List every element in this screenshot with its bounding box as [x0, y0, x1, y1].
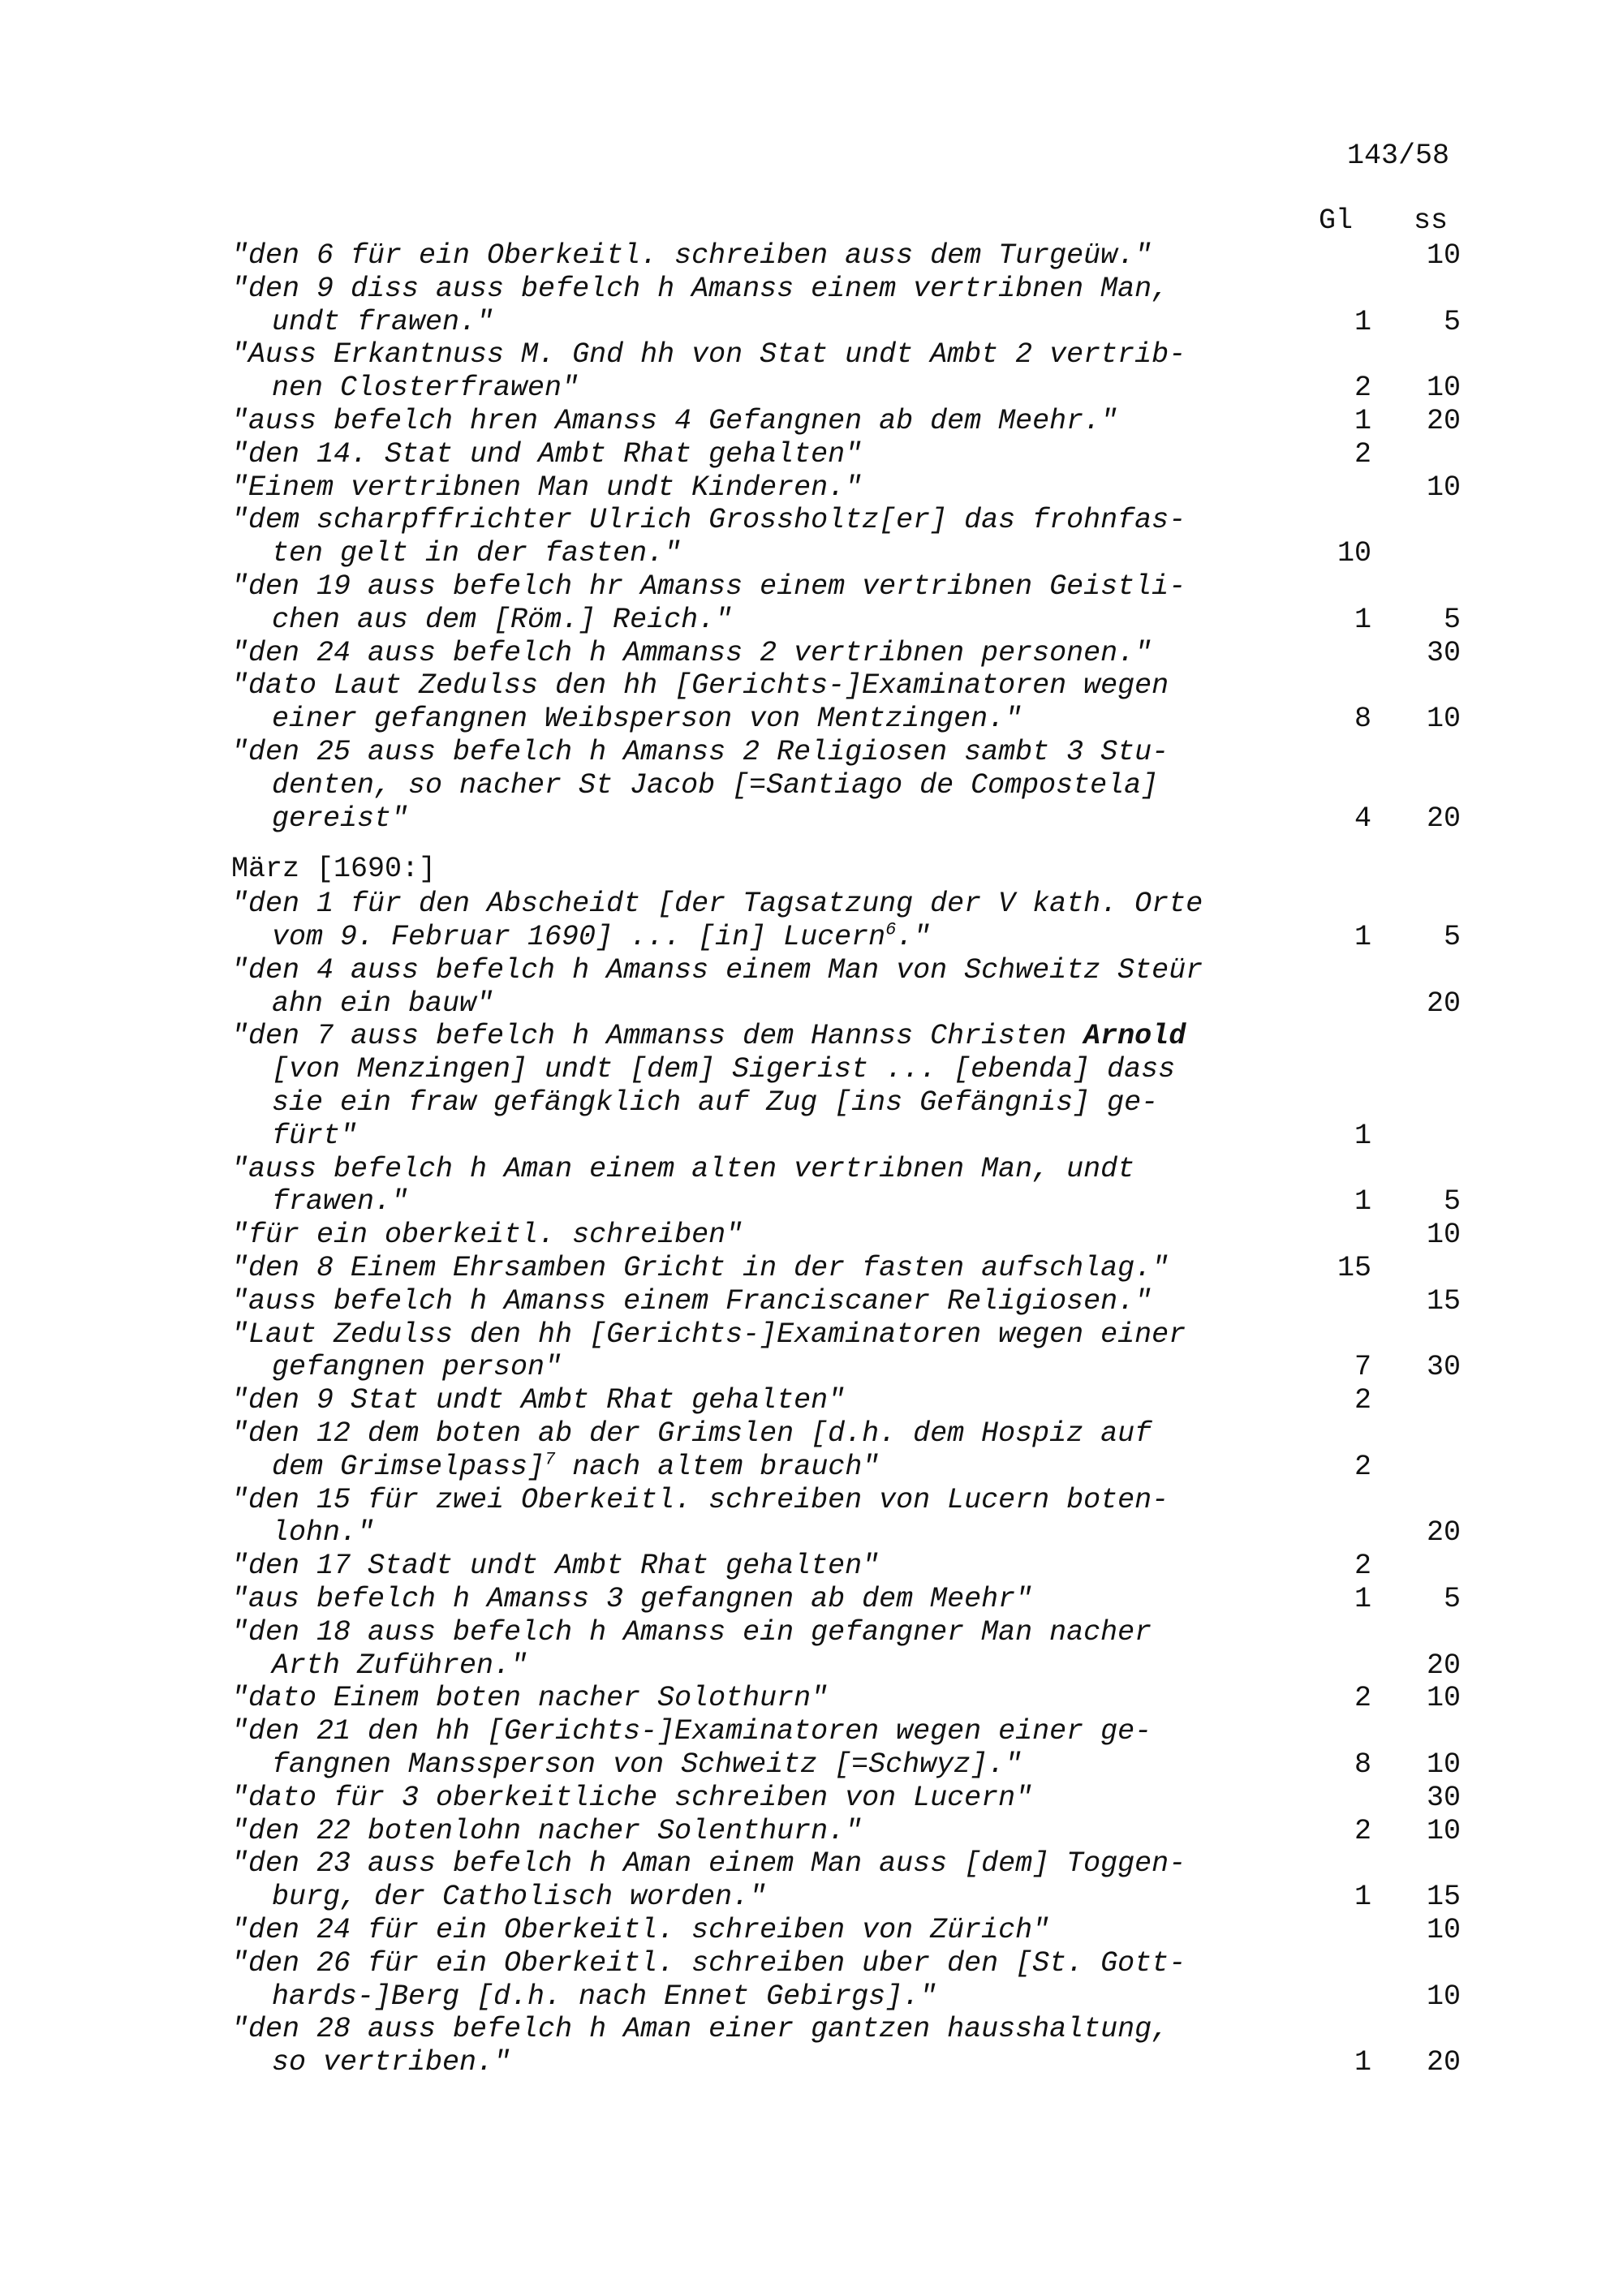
amount-schilling: 10 [1426, 471, 1461, 504]
amount-gulden: 1 [1354, 305, 1371, 338]
amount-schilling: 20 [1426, 1649, 1461, 1682]
entry-line: "dato Einem boten nacher Solothurn" [231, 1682, 829, 1715]
entry-line: einer gefangnen Weibsperson von Mentzingen." [272, 703, 1022, 736]
amount-schilling: 5 [1443, 921, 1461, 953]
entry-line: frawen." [272, 1185, 409, 1219]
name-highlight: Arnold [1083, 1020, 1186, 1053]
entry-text: dem Grimselpass] [272, 1450, 545, 1483]
amount-gulden: 10 [1337, 537, 1371, 570]
entry-line: "den 18 auss befelch h Amanss ein gefangner Man nacher [231, 1615, 1152, 1649]
entry-line: fangnen Manssperson von Schweitz [=Schwyz]." [272, 1748, 1022, 1781]
entry-line: "den 24 auss befelch h Ammanss 2 vertribnen personen." [231, 636, 1152, 669]
amount-gulden: 1 [1354, 1185, 1371, 1219]
entry-line: hards-]Berg [d.h. nach Ennet Gebirgs]." [272, 1980, 937, 2013]
entry-line: Arth Zuführen." [272, 1649, 528, 1682]
footnote-mark: 7 [545, 1449, 556, 1470]
entry-line: fürt" [272, 1119, 358, 1152]
amount-schilling: 10 [1426, 1980, 1461, 2013]
entry-line: "dato für 3 oberkeitliche schreiben von Lucern" [231, 1781, 1033, 1814]
entry-line: lohn." [272, 1516, 375, 1550]
amount-gulden: 1 [1354, 1881, 1371, 1914]
amount-schilling: 10 [1426, 372, 1461, 405]
entry-text: ." [896, 921, 931, 953]
entry-text: "den 7 auss befelch h Ammanss dem Hannss Christen [231, 1020, 1084, 1053]
entry-line [231, 1020, 1367, 1052]
entry-line: "dem scharpffrichter Ulrich Grossholtz[er] das frohnfas- [231, 504, 1186, 537]
column-header-schilling: ss [1414, 204, 1449, 237]
entry-line: "den 8 Einem Ehrsamben Gricht in der fasten aufschlag." [231, 1252, 1169, 1284]
column-header-gulden: Gl [1319, 204, 1354, 237]
entry-line: "dato Laut Zedulss den hh [Gerichts-]Examinatoren wegen [231, 669, 1169, 703]
amount-schilling: 30 [1426, 636, 1461, 669]
entry-line: "den 12 dem boten ab der Grimslen [d.h. dem Hospiz auf [231, 1417, 1152, 1450]
entry-line: sie ein fraw gefängklich auf Zug [ins Gefängnis] ge- [272, 1086, 1159, 1119]
entry-line: nen Closterfrawen" [272, 372, 579, 405]
entry-line: "den 6 für ein Oberkeitl. schreiben auss dem Turgeüw." [231, 239, 1152, 272]
entry-text: nach altem brauch" [555, 1450, 880, 1483]
amount-schilling: 20 [1426, 2046, 1461, 2079]
amount-schilling: 5 [1443, 305, 1461, 338]
amount-schilling: 20 [1426, 405, 1461, 437]
amount-schilling: 15 [1426, 1284, 1461, 1318]
amount-gulden: 1 [1354, 603, 1371, 636]
entry-line: chen aus dem [Röm.] Reich." [272, 603, 733, 636]
entry-line: so vertriben." [272, 2046, 511, 2079]
entry-line: "den 9 diss auss befelch h Amanss einem vertribnen Man, [231, 272, 1169, 305]
entry-line: "Auss Erkantnuss M. Gnd hh von Stat undt Ambt 2 vertrib- [231, 338, 1186, 372]
entry-line: "den 4 auss befelch h Amanss einem Man von Schweitz Steür [231, 953, 1203, 987]
entry-line: [von Menzingen] undt [dem] Sigerist ... [ebenda] dass [272, 1053, 1176, 1086]
amount-schilling: 20 [1426, 802, 1461, 835]
entry-line: "auss befelch h Amanss einem Franciscaner Religiosen." [231, 1284, 1152, 1318]
footnote-mark: 6 [885, 919, 897, 940]
amount-gulden: 1 [1354, 2046, 1371, 2079]
entry-line: "Laut Zedulss den hh [Gerichts-]Examinatoren wegen einer [231, 1318, 1186, 1351]
amount-gulden: 1 [1354, 921, 1371, 953]
amount-schilling: 10 [1426, 1814, 1461, 1847]
page-number: 143/58 [1347, 140, 1450, 172]
entry-line: "den 26 für ein Oberkeitl. schreiben uber den [St. Gott- [231, 1946, 1186, 1980]
amount-gulden: 2 [1354, 372, 1371, 405]
amount-gulden: 15 [1337, 1252, 1371, 1284]
amount-schilling: 30 [1426, 1351, 1461, 1384]
amount-gulden: 7 [1354, 1351, 1371, 1384]
entry-line [272, 921, 1408, 953]
entry-line: "den 1 für den Abscheidt [der Tagsatzung der V kath. Orte [231, 888, 1203, 921]
entry-line [272, 1451, 1408, 1483]
entry-line: ten gelt in der fasten." [272, 537, 682, 570]
entry-line: "auss befelch h Aman einem alten vertribnen Man, undt [231, 1152, 1135, 1185]
amount-schilling: 20 [1426, 987, 1461, 1020]
entry-line: gefangnen person" [272, 1351, 562, 1384]
entry-line: "den 24 für ein Oberkeitl. schreiben von Zürich" [231, 1914, 1050, 1946]
entry-line: "den 15 für zwei Oberkeitl. schreiben von Lucern boten- [231, 1483, 1169, 1516]
entry-text: vom 9. Februar 1690] ... [in] Lucern [272, 921, 886, 953]
entry-line: burg, der Catholisch worden." [272, 1881, 767, 1914]
entry-line: "aus befelch h Amanss 3 gefangnen ab dem Meehr" [231, 1583, 1033, 1615]
amount-schilling: 15 [1426, 1881, 1461, 1914]
amount-gulden: 1 [1354, 1119, 1371, 1152]
month-heading: März [1690:] [231, 853, 437, 886]
amount-schilling: 20 [1426, 1516, 1461, 1550]
amount-schilling: 5 [1443, 1583, 1461, 1615]
amount-schilling: 5 [1443, 603, 1461, 636]
amount-schilling: 10 [1426, 1748, 1461, 1781]
entry-line: undt frawen." [272, 305, 494, 338]
amount-gulden: 2 [1354, 1384, 1371, 1417]
entry-line: "den 14. Stat und Ambt Rhat gehalten" [231, 437, 863, 471]
entry-line: ahn ein bauw" [272, 987, 494, 1020]
amount-schilling: 30 [1426, 1781, 1461, 1814]
entry-line: "für ein oberkeitl. schreiben" [231, 1219, 743, 1252]
amount-gulden: 2 [1354, 1814, 1371, 1847]
amount-gulden: 2 [1354, 437, 1371, 471]
amount-gulden: 8 [1354, 703, 1371, 736]
amount-gulden: 2 [1354, 1450, 1371, 1483]
amount-schilling: 5 [1443, 1185, 1461, 1219]
entry-line: "den 28 auss befelch h Aman einer gantzen hausshaltung, [231, 2013, 1169, 2046]
amount-schilling: 10 [1426, 1219, 1461, 1252]
entry-line: "Einem vertribnen Man undt Kinderen." [231, 471, 863, 504]
amount-schilling: 10 [1426, 1682, 1461, 1715]
amount-gulden: 1 [1354, 1583, 1371, 1615]
entry-line: "den 23 auss befelch h Aman einem Man auss [dem] Toggen- [231, 1847, 1186, 1881]
amount-gulden: 2 [1354, 1550, 1371, 1583]
amount-schilling: 10 [1426, 703, 1461, 736]
entry-line: "den 9 Stat undt Ambt Rhat gehalten" [231, 1384, 846, 1417]
amount-schilling: 10 [1426, 239, 1461, 272]
entry-line: gereist" [272, 802, 409, 835]
amount-gulden: 2 [1354, 1682, 1371, 1715]
amount-gulden: 4 [1354, 802, 1371, 835]
amount-gulden: 1 [1354, 405, 1371, 437]
entry-line: denten, so nacher St Jacob [=Santiago de Compostela] [272, 768, 1159, 802]
entry-line: "den 17 Stadt undt Ambt Rhat gehalten" [231, 1550, 880, 1583]
entry-line: "den 21 den hh [Gerichts-]Examinatoren wegen einer ge- [231, 1715, 1152, 1748]
entry-line: "den 19 auss befelch hr Amanss einem vertribnen Geistli- [231, 570, 1186, 603]
entry-line: "auss befelch hren Amanss 4 Gefangnen ab dem Meehr." [231, 405, 1118, 437]
entry-line: "den 25 auss befelch h Amanss 2 Religiosen sambt 3 Stu- [231, 736, 1169, 768]
amount-schilling: 10 [1426, 1914, 1461, 1946]
entry-line: "den 22 botenlohn nacher Solenthurn." [231, 1814, 863, 1847]
amount-gulden: 8 [1354, 1748, 1371, 1781]
